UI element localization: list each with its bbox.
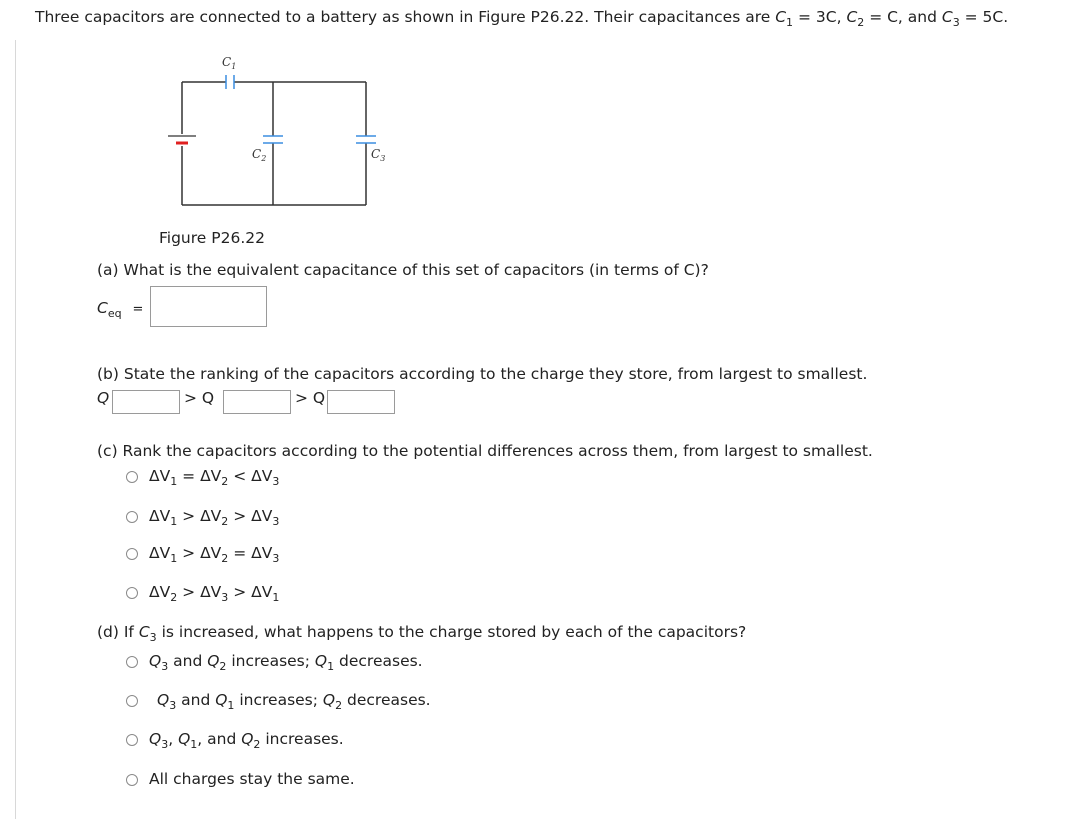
dv-option-radio-2[interactable]: [126, 511, 138, 523]
c1-sub: 1: [786, 16, 794, 29]
c3-value: = 5C.: [959, 8, 1009, 26]
dv-option-radio-3[interactable]: [126, 548, 138, 560]
ceq-symbol: C: [97, 299, 108, 317]
c3-label: $C_3$: [371, 147, 386, 163]
ceq-sub: eq: [107, 307, 122, 320]
figure-caption: Figure P26.22: [159, 229, 265, 247]
c2-symbol: C: [846, 8, 858, 26]
c2-label: $C_2$: [252, 147, 267, 163]
part-a-question: (a) What is the equivalent capacitance of this set of capacitors (in terms of C)?: [97, 261, 709, 279]
charge-option-radio-2[interactable]: [126, 695, 138, 707]
c1-value: = 3C,: [793, 8, 847, 26]
c2-value: = C, and: [864, 8, 942, 26]
dv-option-label-2: $\Delta V_1 > \Delta V_2 > \Delta V_3$: [149, 507, 280, 528]
dv-option-radio-4[interactable]: [126, 587, 138, 599]
circuit-diagram: [160, 50, 386, 215]
dv-option-radio-1[interactable]: [126, 471, 138, 483]
equals-sign: =: [132, 302, 144, 317]
ceq-label: [97, 299, 144, 320]
c2-sub: 2: [857, 16, 865, 29]
charge-option-label-1: $Q_3$ and $Q_2$ increases; $Q_1$ decreases.: [149, 652, 423, 673]
q-label-1: Q: [97, 389, 110, 407]
c3-symbol: C: [941, 8, 953, 26]
c1-label: $C_1$: [222, 55, 237, 71]
part-b-question: (b) State the ranking of the capacitors according to the charge they store, from largest to smallest.: [97, 365, 868, 383]
charge-option-radio-1[interactable]: [126, 656, 138, 668]
left-rule: [15, 40, 16, 819]
c3-sub: 3: [952, 16, 960, 29]
problem-statement: [35, 8, 1009, 29]
charge-option-label-3: $Q_3$, $Q_1$, and $Q_2$ increases.: [149, 730, 344, 751]
c3-capacitor-symbol: [356, 136, 376, 143]
charge-option-label-2: $Q_3$ and $Q_1$ increases; $Q_2$ decreases.: [157, 691, 431, 712]
charge-option-radio-4[interactable]: [126, 774, 138, 786]
part-c-question: (c) Rank the capacitors according to the potential differences across them, from largest to smallest.: [97, 442, 873, 460]
c1-symbol: C: [775, 8, 787, 26]
ceq-answer-input[interactable]: [150, 286, 267, 327]
c1-capacitor-symbol: [226, 75, 234, 89]
q-label-3: > Q: [295, 389, 326, 407]
rank-q-input-2[interactable]: [223, 390, 291, 414]
intro-text: Three capacitors are connected to a battery as shown in Figure P26.22. Their capacitances are: [35, 8, 771, 26]
charge-option-radio-3[interactable]: [126, 734, 138, 746]
rank-q-input-1[interactable]: [112, 390, 180, 414]
dv-option-label-4: $\Delta V_2 > \Delta V_3 > \Delta V_1$: [149, 583, 280, 604]
dv-option-label-1: $\Delta V_1 = \Delta V_2 < \Delta V_3$: [149, 467, 280, 488]
q-label-2: > Q: [184, 389, 215, 407]
dv-option-label-3: $\Delta V_1 > \Delta V_2 = \Delta V_3$: [149, 544, 280, 565]
battery-symbol: [168, 136, 196, 143]
rank-q-input-3[interactable]: [327, 390, 395, 414]
charge-option-label-4: All charges stay the same.: [149, 770, 355, 788]
part-d-question: (d) If $C_3$ is increased, what happens to the charge stored by each of the capacitors?: [97, 623, 747, 644]
c2-capacitor-symbol: [263, 136, 283, 143]
